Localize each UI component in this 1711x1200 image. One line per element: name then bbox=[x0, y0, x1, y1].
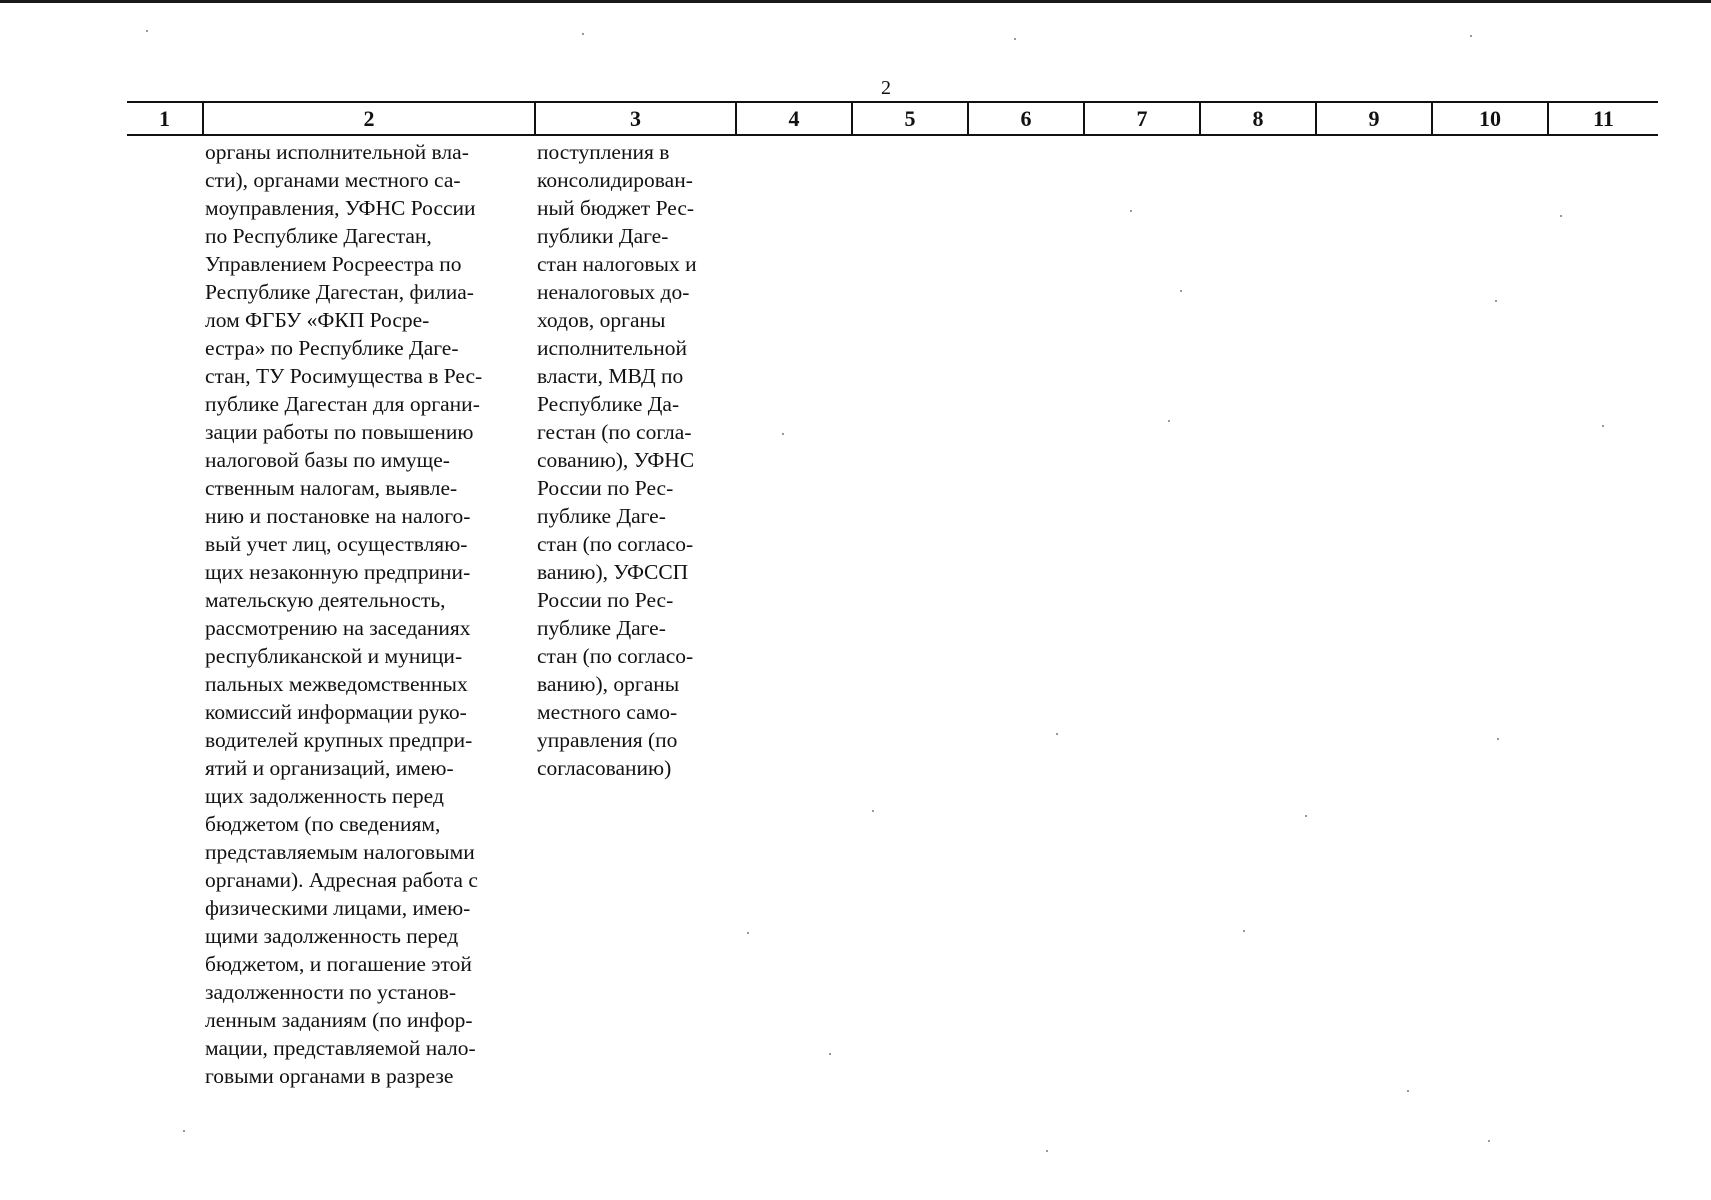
scan-speck bbox=[146, 30, 148, 32]
scan-speck bbox=[1014, 38, 1016, 40]
header-cell-9: 9 bbox=[1368, 106, 1380, 131]
column-2-text: органы исполнительной вла- сти), органами местного са- моуправления, УФНС России по Республике Дагестан, Управлением Росреестра по Республике Дагестан, филиа- лом ФГБУ «ФКП Росре- естра» по Республике Даге- стан, ТУ Росимущества в Рес- публике Дагестан для органи- зации работы по повышению налоговой базы по имуще- ственным налогам, выявле- нию и постановке на налого- вый учет лиц, осуществляю- щих незаконную предприни- мательскую деятельность, рассмотрению на заседаниях республиканской и муници- пальных межведомственных комиссий информации руко- водителей крупных предпри- ятий и организаций, имею- щих задолженность перед бюджетом (по сведениям, представляемым налоговыми органами). Адресная работа с физическими лицами, имею- щими задолженность перед бюджетом, и погашение этой задолженности по установ- ленным заданиям (по инфор- мации, представляемой нало- говыми органами в разрезе bbox=[205, 140, 483, 1088]
scan-speck bbox=[582, 33, 584, 35]
scan-speck bbox=[1495, 300, 1497, 302]
scan-speck bbox=[1497, 738, 1499, 740]
scan-speck bbox=[1560, 215, 1562, 217]
scan-speck bbox=[1470, 35, 1472, 37]
header-cell-10: 10 bbox=[1479, 106, 1501, 131]
scan-edge bbox=[0, 0, 1711, 3]
header-cell-5: 5 bbox=[904, 106, 916, 131]
header-cell-3: 3 bbox=[630, 106, 641, 131]
scan-speck bbox=[1046, 1150, 1048, 1152]
scan-speck bbox=[782, 433, 784, 435]
header-cell-4: 4 bbox=[788, 106, 800, 131]
scan-speck bbox=[1168, 420, 1170, 422]
column-3-text: поступления в консолидирован- ный бюджет Рес- публики Даге- стан налоговых и неналоговых до- ходов, органы исполнительной власти, МВД по Республике Да- гестан (по согла- сованию), УФНС России по Рес- публике Даге- стан (по согласо- ванию), УФССП России по Рес- публике Даге- стан (по согласо- ванию), органы местного само- управления (по согласованию) bbox=[537, 140, 697, 780]
header-cell-6: 6 bbox=[1020, 106, 1032, 131]
header-cell-7: 7 bbox=[1136, 106, 1148, 131]
scan-speck bbox=[1130, 210, 1132, 212]
scan-speck bbox=[872, 810, 874, 812]
header-cell-2: 2 bbox=[363, 106, 375, 131]
table-header-row bbox=[127, 101, 1658, 136]
scan-speck bbox=[1407, 1090, 1409, 1092]
scan-speck bbox=[1056, 733, 1058, 735]
header-cell-1: 1 bbox=[159, 106, 170, 131]
scan-speck bbox=[829, 1053, 831, 1055]
scan-speck bbox=[1488, 1140, 1490, 1142]
header-cell-11: 11 bbox=[1593, 106, 1614, 131]
scan-speck bbox=[1180, 290, 1182, 292]
header-cell-8: 8 bbox=[1252, 106, 1264, 131]
scan-speck bbox=[183, 1130, 185, 1132]
scan-speck bbox=[1602, 425, 1604, 427]
scan-speck bbox=[1305, 815, 1307, 817]
scan-speck bbox=[1243, 930, 1245, 932]
scan-speck bbox=[747, 932, 749, 934]
page-number: 2 bbox=[881, 77, 891, 99]
